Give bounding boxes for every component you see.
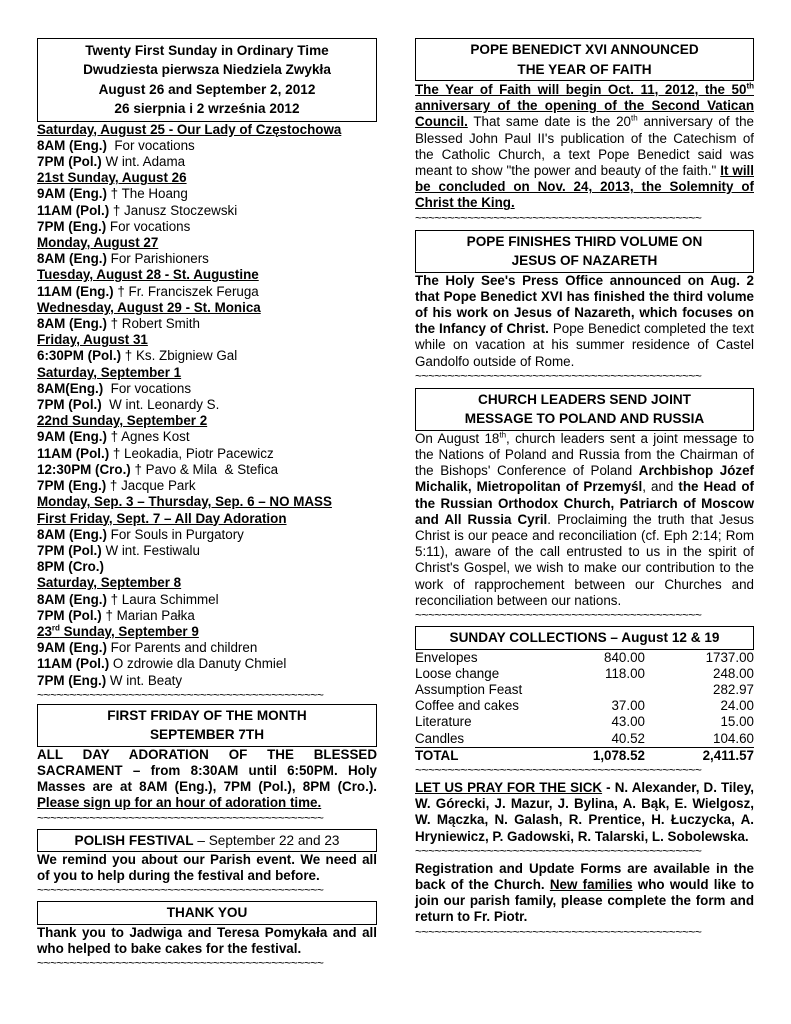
nazareth-body: The Holy See's Press Office announced on Aug. 2 that Pope Benedict XVI has finished the third volume of his work on Jesus of Nazareth, which focuses on the Infancy of Christ. Pope Benedict completed the text while on vacation at his summer residence of Castel Gandolfo outside of Rome. — [415, 272, 754, 369]
mass-intention: For vocations — [103, 380, 192, 396]
collections-title: SUNDAY COLLECTIONS — [449, 630, 607, 646]
divider: ~~~~~~~~~~~~~~~~~~~~~~~~~~~~~~~~~~~~~~~~~~~~ — [415, 925, 702, 939]
schedule-mass-entry — [37, 154, 377, 170]
mass-time: 8AM (Eng.) — [37, 137, 107, 153]
mass-intention: † Janusz Stoczewski — [109, 202, 238, 218]
mass-intention: W int. Festiwalu — [101, 542, 200, 558]
schedule-day-heading: Friday, August 31 — [37, 332, 148, 348]
mass-time: 7PM (Pol.) — [37, 542, 102, 558]
mass-intention: For Parents and children — [106, 640, 258, 656]
divider: ~~~~~~~~~~~~~~~~~~~~~~~~~~~~~~~~~~~~~~~~~~~~ — [415, 844, 702, 858]
schedule-mass-entry — [37, 429, 377, 445]
mass-time: 11AM (Pol.) — [37, 656, 110, 672]
mass-time: 9AM (Eng.) — [37, 640, 107, 656]
registration-notice: Registration and Update Forms are available in the back of the Church. New families who would like to join our parish family, please complete the form and return to Fr. Piotr. — [415, 860, 755, 925]
mass-intention: † Leokadia, Piotr Pacewicz — [109, 445, 274, 461]
schedule-day-heading: First Friday, Sept. 7 – All Day Adoration — [37, 510, 287, 526]
collections-total-label: TOTAL — [415, 747, 459, 763]
year-of-faith-heading — [415, 38, 754, 81]
church-leaders-subtitle: MESSAGE TO POLAND AND RUSSIA — [464, 411, 705, 427]
mass-time: 8PM (Cro.) — [37, 559, 104, 575]
mass-time: 8AM (Eng.) — [37, 316, 107, 332]
collections-cell-label: Literature — [415, 714, 472, 730]
thank-you-heading — [37, 901, 377, 925]
mass-time: 8AM (Eng.) — [37, 526, 107, 542]
mass-intention: W int. Leonardy S. — [101, 397, 220, 413]
mass-time: 11AM (Pol.) — [37, 202, 110, 218]
mass-intention: † Jacque Park — [106, 478, 196, 494]
mass-time: 7PM (Eng.) — [37, 478, 107, 494]
mass-time: 12:30PM (Cro.) — [37, 461, 131, 477]
collections-cell-label: Assumption Feast — [415, 681, 523, 697]
header-title-en: Twenty First Sunday in Ordinary Time — [85, 43, 329, 58]
thank-you-body: Thank you to Jadwiga and Teresa Pomykała and all who helped to bake cakes for the festival. — [37, 924, 377, 957]
polish-festival-heading — [37, 829, 377, 853]
collections-cell-b: 282.97 — [713, 681, 754, 697]
schedule-mass-entry — [37, 592, 377, 608]
collections-cell-b: 104.60 — [645, 731, 754, 748]
mass-intention: W int. Adama — [101, 154, 186, 170]
schedule-mass-entry — [37, 251, 377, 267]
mass-intention: † Laura Schimmel — [106, 591, 219, 607]
new-families-text: New families — [549, 877, 633, 893]
adoration-signup: Please sign up for an hour of adoration time. — [37, 795, 322, 811]
collections-row — [415, 682, 754, 698]
schedule-day-heading: Saturday, August 25 - Our Lady of Częstochowa — [37, 121, 342, 137]
mass-intention: † Ks. Zbigniew Gal — [121, 348, 238, 364]
first-friday-title: FIRST FRIDAY OF THE MONTH — [107, 707, 307, 723]
schedule-mass-entry — [37, 203, 377, 219]
schedule-day-heading: Tuesday, August 28 - St. Augustine — [37, 267, 259, 283]
collections-table — [415, 650, 754, 764]
mass-time: 7PM (Eng.) — [37, 218, 107, 234]
schedule-mass-entry — [37, 284, 377, 300]
divider: ~~~~~~~~~~~~~~~~~~~~~~~~~~~~~~~~~~~~~~~~~~~~ — [415, 764, 702, 777]
collections-total-row — [415, 747, 754, 764]
schedule-day-heading: 21st Sunday, August 26 — [37, 170, 187, 186]
left-column — [37, 38, 377, 970]
first-friday-heading — [37, 704, 377, 747]
collections-cell-label: Envelopes — [415, 649, 478, 665]
collections-total-a: 1,078.52 — [592, 747, 645, 763]
collections-cell-label: Candles — [415, 731, 565, 748]
schedule-mass-entry — [37, 478, 377, 494]
mass-intention: For vocations — [106, 218, 191, 234]
collections-row — [415, 698, 754, 714]
collections-cell-label: Loose change — [415, 665, 500, 681]
schedule-day-heading: 22nd Sunday, September 2 — [37, 413, 208, 429]
collections-cell-a: 37.00 — [611, 698, 645, 714]
collections-heading — [415, 626, 754, 650]
header-dates-pl: 26 sierpnia i 2 września 2012 — [114, 101, 300, 117]
schedule-day-heading: Monday, Sep. 3 – Thursday, Sep. 6 – NO MASS — [37, 494, 332, 510]
schedule-day-heading: Monday, August 27 — [37, 235, 159, 251]
schedule-day-heading: Saturday, September 8 — [37, 575, 182, 591]
church-leaders-body: On August 18th, church leaders sent a joint message to the Nations of Poland and Russia from the Chairman of the Bishops' Conference of Poland Archbishop Józef Michalik, Mietropolitan of Przemyśl, and the Head of the Russian Orthodox Church, Patriarch of Moscow and All Russia Cyril. Proclaiming the truth that Jesus Christ is our peace and reconciliation (cf. Eph 2:14; Rom 5:11), aware of the call entrusted to us in the spirit of Christ's Gospel, we wish to make our contribution to the work of rapprochement between our Churches and reconciliation between our nations. — [415, 430, 754, 608]
mass-intention: O zdrowie dla Danuty Chmiel — [109, 656, 287, 672]
schedule-mass-entry — [37, 543, 377, 559]
thank-you-title: THANK YOU — [166, 905, 248, 921]
nazareth-subtitle: JESUS OF NAZARETH — [511, 253, 658, 269]
mass-intention: † Fr. Franciszek Feruga — [113, 283, 259, 299]
mass-time: 6:30PM (Pol.) — [37, 348, 122, 364]
schedule-mass-entry — [37, 316, 377, 332]
schedule-mass-entry — [37, 381, 377, 397]
schedule-mass-entry — [37, 559, 377, 575]
polish-festival-body: We remind you about our Parish event. We need all of you to help during the festival and before. — [37, 852, 377, 884]
mass-schedule — [37, 122, 377, 689]
schedule-mass-entry — [37, 219, 377, 235]
schedule-mass-entry — [37, 656, 377, 672]
mass-intention: For Parishioners — [106, 251, 209, 267]
mass-time: 7PM (Eng.) — [37, 672, 107, 688]
collections-cell-a: 40.52 — [565, 731, 645, 748]
schedule-mass-entry — [37, 397, 377, 413]
collections-row — [415, 666, 754, 682]
collections-row — [415, 714, 754, 730]
first-friday-date: SEPTEMBER 7TH — [149, 727, 265, 743]
nazareth-heading — [415, 230, 754, 273]
mass-time: 7PM (Pol.) — [37, 607, 102, 623]
church-leaders-title: CHURCH LEADERS SEND JOINT — [478, 391, 691, 407]
mass-time: 9AM (Eng.) — [37, 186, 107, 202]
divider: ~~~~~~~~~~~~~~~~~~~~~~~~~~~~~~~~~~~~~~~~~~~~ — [37, 884, 324, 898]
schedule-mass-entry — [37, 348, 377, 364]
collections-cell-b: 24.00 — [720, 698, 754, 714]
sick-prayer-title: LET US PRAY FOR THE SICK — [415, 780, 603, 795]
mass-time: 7PM (Pol.) — [37, 397, 102, 413]
schedule-mass-entry — [37, 673, 377, 689]
collections-cell-b: 1737.00 — [705, 649, 754, 665]
collections-cell-b: 248.00 — [713, 665, 754, 681]
mass-intention: † The Hoang — [106, 186, 188, 202]
church-leaders-heading — [415, 388, 754, 431]
first-friday-body: ALL DAY ADORATION OF THE BLESSED SACRAMENT – from 8:30AM until 6:50PM. Holy Masses are at 8AM (Eng.), 7PM (Pol.), 8PM (Cro.). Please sign up for an hour of adoration time. — [37, 746, 377, 811]
mass-intention: W int. Beaty — [106, 672, 183, 688]
right-column — [415, 38, 754, 939]
header-title-pl: Dwudziesta pierwsza Niedziela Zwykła — [83, 62, 331, 78]
mass-time: 7PM (Pol.) — [37, 154, 102, 170]
year-of-faith-title: POPE BENEDICT XVI ANNOUNCED — [470, 42, 699, 57]
divider: ~~~~~~~~~~~~~~~~~~~~~~~~~~~~~~~~~~~~~~~~~~~~ — [37, 811, 324, 825]
schedule-day-heading: 23rd Sunday, September 9 — [37, 623, 199, 639]
collections-cell-a: 118.00 — [605, 665, 645, 681]
collections-cell-a — [565, 682, 645, 698]
sick-prayer-names: - N. Alexander, D. Tiley, W. Górecki, J. Mazur, J. Bylina, A. Bąk, E. Wielgosz, W. Mączka, N. Galash, R. Prentice, H. Łuczycka, A. Hryniewicz, P. Gadowski, R. Talarski, L. Sobolewska. — [415, 780, 754, 844]
polish-festival-title: POLISH FESTIVAL — [74, 832, 194, 848]
mass-intention: For Souls in Purgatory — [106, 526, 244, 542]
mass-time: 8AM (Eng.) — [37, 251, 107, 267]
schedule-mass-entry — [37, 608, 377, 624]
collections-row — [415, 650, 754, 666]
mass-intention: † Marian Pałka — [101, 607, 195, 623]
collections-cell-a: 840.00 — [604, 649, 645, 665]
divider: ~~~~~~~~~~~~~~~~~~~~~~~~~~~~~~~~~~~~~~~~~~~~ — [37, 688, 324, 702]
mass-time: 11AM (Pol.) — [37, 445, 110, 461]
schedule-mass-entry — [37, 640, 377, 656]
divider: ~~~~~~~~~~~~~~~~~~~~~~~~~~~~~~~~~~~~~~~~~~~~ — [37, 957, 324, 971]
year-of-faith-subtitle: THE YEAR OF FAITH — [517, 61, 652, 77]
mass-intention: † Agnes Kost — [106, 429, 190, 445]
polish-festival-dates: – September 22 and 23 — [193, 832, 340, 848]
collections-period: – August 12 & 19 — [606, 630, 720, 646]
schedule-day-heading: Wednesday, August 29 - St. Monica — [37, 299, 261, 315]
schedule-mass-entry — [37, 186, 377, 202]
collections-cell-label: Coffee and cakes — [415, 698, 519, 714]
divider: ~~~~~~~~~~~~~~~~~~~~~~~~~~~~~~~~~~~~~~~~~~~~ — [415, 609, 702, 623]
sick-prayer-list — [415, 780, 754, 845]
header-dates-en: August 26 and September 2, 2012 — [98, 81, 316, 97]
schedule-mass-entry — [37, 527, 377, 543]
mass-time: 8AM(Eng.) — [37, 380, 104, 396]
schedule-mass-entry — [37, 138, 377, 154]
schedule-day-heading: Saturday, September 1 — [37, 364, 182, 380]
mass-time: 8AM (Eng.) — [37, 591, 107, 607]
bulletin-header — [37, 38, 377, 122]
nazareth-title: POPE FINISHES THIRD VOLUME ON — [466, 233, 703, 249]
year-of-faith-body: The Year of Faith will begin Oct. 11, 2012, the 50th anniversary of the opening of the Second Vatican Council. That same date is the 20th anniversary of the Blessed John Paul II's publication of the Catechism of the Catholic Church, a text Pope Benedict said was meant to show "the power and beauty of the faith." It will be concluded on Nov. 24, 2013, the Solemnity of Christ the King. — [415, 81, 754, 211]
mass-time: 9AM (Eng.) — [37, 429, 107, 445]
mass-intention: † Robert Smith — [106, 316, 200, 332]
mass-intention: † Pavo & Mila & Stefica — [130, 461, 279, 477]
collections-cell-b: 15.00 — [720, 714, 754, 730]
mass-time: 11AM (Eng.) — [37, 283, 114, 299]
divider: ~~~~~~~~~~~~~~~~~~~~~~~~~~~~~~~~~~~~~~~~~~~~ — [415, 369, 702, 383]
mass-intention: For vocations — [106, 137, 195, 153]
divider: ~~~~~~~~~~~~~~~~~~~~~~~~~~~~~~~~~~~~~~~~~~~~ — [415, 211, 702, 225]
schedule-mass-entry — [37, 446, 377, 462]
collections-row — [415, 731, 754, 748]
collections-cell-a: 43.00 — [611, 714, 645, 730]
collections-total-b: 2,411.57 — [702, 747, 754, 763]
schedule-mass-entry — [37, 462, 377, 478]
